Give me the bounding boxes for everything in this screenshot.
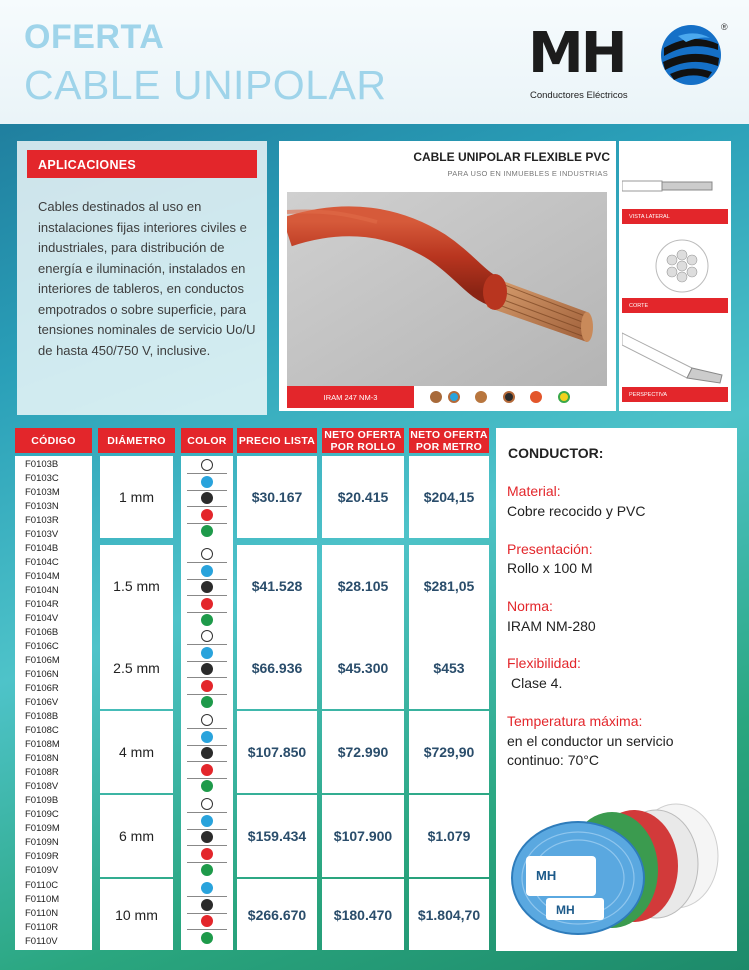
net-meter-cell: $1.079	[409, 795, 489, 877]
color-dot	[201, 731, 213, 743]
net-meter-cell: $453	[409, 627, 489, 709]
code-cell: F0103N	[25, 501, 59, 512]
color-dot	[201, 932, 213, 944]
code-cell: F0110V	[25, 936, 58, 947]
cable-rolls-image	[506, 796, 721, 940]
code-cell: F0109M	[25, 823, 60, 834]
flexibility-label: Flexibilidad:	[507, 655, 581, 671]
color-dot	[201, 548, 213, 560]
codes-column	[15, 456, 92, 950]
code-cell: F0110R	[25, 922, 59, 933]
color-separator	[187, 506, 227, 507]
color-separator	[187, 644, 227, 645]
conductor-title: CONDUCTOR:	[508, 445, 604, 461]
product-photo-title: CABLE UNIPOLAR FLEXIBLE PVC	[413, 150, 610, 164]
colors-column	[181, 456, 233, 950]
diameter-cell: 1.5 mm	[100, 545, 173, 627]
color-separator	[187, 694, 227, 695]
diameter-cell: 2.5 mm	[100, 627, 173, 709]
color-separator	[187, 490, 227, 491]
list-price-cell: $66.936	[237, 627, 317, 709]
presentation-value: Rollo x 100 M	[507, 560, 593, 576]
code-cell: F0104C	[25, 557, 59, 568]
swatch-blue-dot	[448, 391, 460, 403]
code-cell: F0106R	[25, 683, 59, 694]
net-meter-cell: $729,90	[409, 711, 489, 793]
cross-section-image	[622, 236, 728, 296]
color-separator	[187, 761, 227, 762]
color-dot	[201, 899, 213, 911]
color-dot	[201, 492, 213, 504]
applications-title: APLICACIONES	[27, 150, 257, 178]
color-separator	[187, 473, 227, 474]
code-cell: F0108R	[25, 767, 59, 778]
code-cell: F0110M	[25, 894, 60, 905]
material-label: Material:	[507, 483, 561, 499]
swatch-copper-dot	[475, 391, 487, 403]
color-dot	[201, 647, 213, 659]
product-photo-subtitle: PARA USO EN INMUEBLES E INDUSTRIAS	[447, 169, 608, 178]
net-roll-cell: $28.105	[322, 545, 404, 627]
color-dot	[201, 581, 213, 593]
code-cell: F0104M	[25, 571, 60, 582]
color-dot	[201, 630, 213, 642]
list-price-cell: $159.434	[237, 795, 317, 877]
swatch-red-dot	[530, 391, 542, 403]
norm-label: Norma:	[507, 598, 553, 614]
color-dot	[201, 764, 213, 776]
page-header	[0, 0, 749, 124]
color-dot	[201, 459, 213, 471]
code-cell: F0103M	[25, 487, 60, 498]
code-cell: F0103V	[25, 529, 59, 540]
svg-text:MH: MH	[556, 903, 575, 917]
code-cell: F0109N	[25, 837, 59, 848]
diameter-cell: 10 mm	[100, 879, 173, 950]
net-roll-cell: $107.900	[322, 795, 404, 877]
logo-wordmark: MH	[528, 21, 625, 86]
conductor-panel	[496, 428, 737, 951]
color-dot	[201, 476, 213, 488]
code-cell: F0103R	[25, 515, 59, 526]
code-cell: F0106M	[25, 655, 60, 666]
list-price-cell: $107.850	[237, 711, 317, 793]
color-dot	[201, 864, 213, 876]
list-price-cell: $266.670	[237, 879, 317, 950]
color-separator	[187, 929, 227, 930]
swatch-brown-dot	[430, 391, 442, 403]
view-label-side: VISTA LATERAL	[622, 209, 728, 224]
header-net-roll: NETO OFERTA POR ROLLO	[322, 428, 404, 453]
side-view-image	[622, 176, 728, 196]
code-cell: F0104B	[25, 543, 59, 554]
material-value: Cobre recocido y PVC	[507, 503, 646, 519]
code-cell: F0108C	[25, 725, 59, 736]
product-photo-panel	[279, 141, 616, 411]
color-dot	[201, 663, 213, 675]
svg-text:MH: MH	[536, 868, 557, 883]
color-dot	[201, 714, 213, 726]
code-cell: F0108N	[25, 753, 59, 764]
color-options-bar	[287, 386, 607, 408]
color-separator	[187, 612, 227, 613]
cable-photo	[287, 192, 607, 388]
view-label-perspective: PERSPECTIVA	[622, 387, 728, 402]
color-dot	[201, 696, 213, 708]
code-cell: F0109B	[25, 795, 59, 806]
color-dot	[201, 525, 213, 537]
code-cell: F0104V	[25, 613, 59, 624]
color-dot	[201, 598, 213, 610]
swatch-green-yellow-dot	[558, 391, 570, 403]
color-dot	[201, 565, 213, 577]
header-list-price: PRECIO LISTA	[237, 428, 317, 453]
color-separator	[187, 745, 227, 746]
color-dot	[201, 882, 213, 894]
presentation-label: Presentación:	[507, 541, 593, 557]
temperature-value: en el conductor un servicio continuo: 70°C	[507, 733, 674, 768]
color-separator	[187, 579, 227, 580]
logo-subtitle: Conductores Eléctricos	[530, 90, 628, 101]
code-cell: F0108B	[25, 711, 59, 722]
code-cell: F0103C	[25, 473, 59, 484]
net-roll-cell: $72.990	[322, 711, 404, 793]
color-separator	[187, 595, 227, 596]
code-cell: F0104N	[25, 585, 59, 596]
code-cell: F0106C	[25, 641, 59, 652]
net-meter-cell: $204,15	[409, 456, 489, 538]
view-label-section: CORTE	[622, 298, 728, 313]
norm-badge: IRAM 247 NM-3	[287, 386, 414, 408]
net-roll-cell: $180.470	[322, 879, 404, 950]
color-dot	[201, 680, 213, 692]
header-color: COLOR	[181, 428, 233, 453]
color-separator	[187, 778, 227, 779]
color-separator	[187, 812, 227, 813]
logo-globe-icon	[656, 22, 726, 88]
code-cell: F0103B	[25, 459, 59, 470]
code-cell: F0106V	[25, 697, 59, 708]
color-separator	[187, 562, 227, 563]
list-price-cell: $30.167	[237, 456, 317, 538]
header-code: CÓDIGO	[15, 428, 92, 453]
code-cell: F0108M	[25, 739, 60, 750]
cable-views-panel	[619, 141, 731, 411]
code-cell: F0110C	[25, 880, 59, 891]
swatch-black-dot	[503, 391, 515, 403]
net-roll-cell: $20.415	[322, 456, 404, 538]
product-title: CABLE UNIPOLAR	[24, 62, 387, 108]
offer-title: OFERTA	[24, 18, 165, 56]
code-cell: F0109V	[25, 865, 59, 876]
brand-logo	[526, 20, 736, 104]
color-separator	[187, 862, 227, 863]
registered-mark: ®	[721, 22, 728, 32]
norm-value: IRAM NM-280	[507, 618, 596, 634]
code-cell: F0106B	[25, 627, 59, 638]
color-separator	[187, 896, 227, 897]
color-separator	[187, 728, 227, 729]
color-dot	[201, 815, 213, 827]
applications-panel	[17, 141, 267, 415]
code-cell: F0104R	[25, 599, 59, 610]
diameter-cell: 4 mm	[100, 711, 173, 793]
color-dot	[201, 831, 213, 843]
color-dot	[201, 798, 213, 810]
color-dot	[201, 509, 213, 521]
color-dot	[201, 848, 213, 860]
code-cell: F0109R	[25, 851, 59, 862]
code-cell: F0108V	[25, 781, 59, 792]
flexibility-value: Clase 4.	[511, 675, 563, 691]
code-cell: F0110N	[25, 908, 59, 919]
net-meter-cell: $281,05	[409, 545, 489, 627]
diameter-cell: 1 mm	[100, 456, 173, 538]
cable-illustration	[287, 192, 607, 388]
applications-text: Cables destinados al uso en instalaciones fijas interiores civiles e industriales, para distribución de energía e iluminación, instalados en interiores de tableros, en conductos empotrados o sobre superficie, para tensiones nominales de servicio Uo/U de hasta 450/750 V, inclusive.	[38, 199, 256, 358]
temperature-label: Temperatura máxima:	[507, 713, 643, 729]
color-separator	[187, 677, 227, 678]
net-meter-cell: $1.804,70	[409, 879, 489, 950]
diameter-cell: 6 mm	[100, 795, 173, 877]
code-cell: F0109C	[25, 809, 59, 820]
header-net-meter: NETO OFERTA POR METRO	[410, 428, 488, 453]
color-dot	[201, 780, 213, 792]
color-separator	[187, 661, 227, 662]
code-cell: F0106N	[25, 669, 59, 680]
color-separator	[187, 913, 227, 914]
header-diameter: DIÁMETRO	[98, 428, 175, 453]
net-roll-cell: $45.300	[322, 627, 404, 709]
color-separator	[187, 523, 227, 524]
color-dot	[201, 915, 213, 927]
color-separator	[187, 845, 227, 846]
list-price-cell: $41.528	[237, 545, 317, 627]
perspective-image	[622, 323, 728, 393]
color-dot	[201, 747, 213, 759]
color-separator	[187, 829, 227, 830]
color-dot	[201, 614, 213, 626]
